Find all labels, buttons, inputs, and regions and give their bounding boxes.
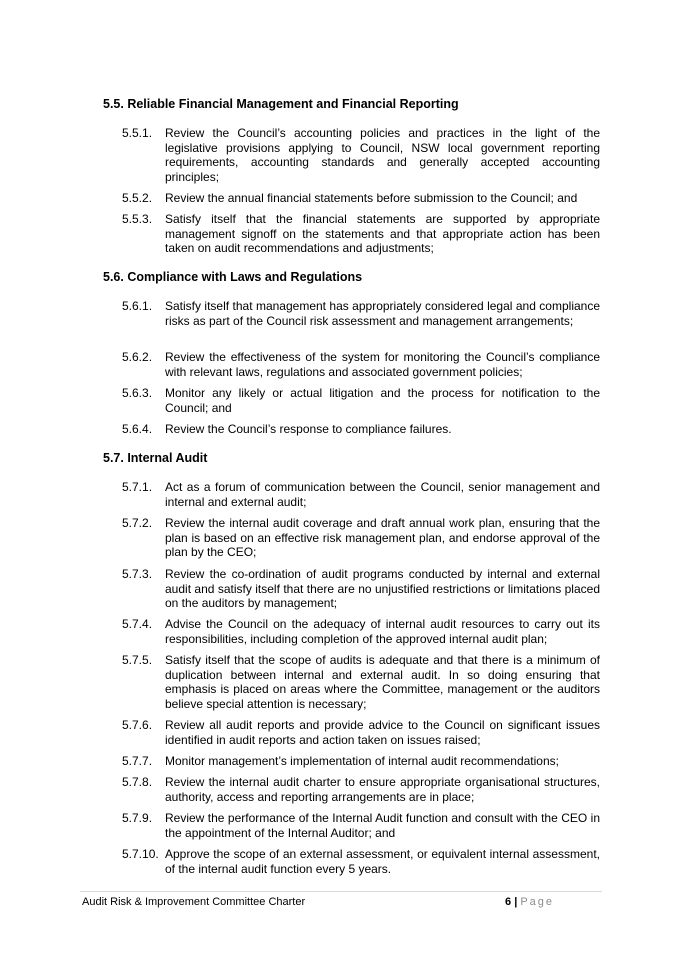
item-number: 5.5.1. — [122, 126, 153, 140]
item-text: Advise the Council on the adequacy of internal audit resources to carry out its responsibilities, including completion of the approved internal audit plan; — [165, 617, 600, 646]
item-number: 5.7.7. — [122, 754, 153, 768]
section-heading-5-7: 5.7. Internal Audit — [103, 451, 208, 465]
item-text: Review the effectiveness of the system for monitoring the Council’s compliance with relevant laws, regulations and associated government policies; — [165, 350, 600, 379]
list-item — [122, 617, 600, 646]
list-item — [122, 567, 600, 611]
item-text: Satisfy itself that management has appropriately considered legal and compliance risks as part of the Council risk assessment and management arrangements; — [165, 299, 600, 328]
item-text: Review the co-ordination of audit programs conducted by internal and external audit and satisfy itself that there are no unjustified restrictions or limitations placed on the auditors by management; — [165, 567, 600, 611]
item-number: 5.7.3. — [122, 567, 153, 581]
list-item — [122, 126, 600, 184]
item-text: Review the internal audit coverage and draft annual work plan, ensuring that the plan is based on an effective risk management plan, and endorse approval of the plan by the CEO; — [165, 516, 600, 560]
item-number: 5.7.10. — [122, 847, 159, 861]
page-number: 6 — [505, 896, 512, 908]
list-item — [122, 191, 600, 206]
item-number: 5.7.8. — [122, 775, 153, 789]
list-item — [122, 516, 600, 560]
list-item — [122, 653, 600, 711]
item-text: Monitor any likely or actual litigation and the process for notification to the Council; and — [165, 386, 600, 415]
item-number: 5.7.6. — [122, 718, 153, 732]
item-number: 5.6.3. — [122, 386, 153, 400]
item-number: 5.7.4. — [122, 617, 153, 631]
item-text: Act as a forum of communication between the Council, senior management and internal and external audit; — [165, 480, 600, 509]
list-item — [122, 299, 600, 328]
item-text: Review the annual financial statements before submission to the Council; and — [165, 191, 578, 205]
list-item — [122, 811, 600, 840]
list-item — [122, 847, 600, 876]
list-item — [122, 350, 600, 379]
footer-document-title: Audit Risk & Improvement Committee Charter — [82, 896, 306, 908]
item-text: Approve the scope of an external assessment, or equivalent internal assessment, of the internal audit function every 5 years. — [165, 847, 600, 876]
section-heading-5-6: 5.6. Compliance with Laws and Regulations — [103, 270, 363, 284]
item-text: Review the Council’s accounting policies and practices in the light of the legislative provisions applying to Council, NSW local government reporting requirements, accounting standards and generally accepted accounting principles; — [165, 126, 600, 184]
item-text: Review the internal audit charter to ensure appropriate organisational structures, authority, access and reporting arrangements are in place; — [165, 775, 600, 804]
item-number: 5.5.3. — [122, 212, 153, 226]
item-number: 5.6.2. — [122, 350, 153, 364]
list-item — [122, 480, 600, 509]
item-text: Review all audit reports and provide advice to the Council on significant issues identified in audit reports and action taken on issues raised; — [165, 718, 600, 747]
item-number: 5.6.4. — [122, 422, 153, 436]
footer-page-indicator — [505, 896, 554, 909]
item-number: 5.7.2. — [122, 516, 153, 530]
item-text: Satisfy itself that the scope of audits is adequate and that there is a minimum of duplication between internal and external audit. In so doing ensuring that emphasis is placed on areas where the Committee, management or the auditors believe special attention is necessary; — [165, 653, 600, 711]
section-heading-5-5: 5.5. Reliable Financial Management and Financial Reporting — [103, 97, 459, 111]
footer-divider — [80, 891, 602, 892]
item-number: 5.6.1. — [122, 299, 153, 313]
page-label: Page — [520, 896, 555, 908]
list-item — [122, 386, 600, 415]
list-item — [122, 754, 600, 769]
item-text: Review the performance of the Internal Audit function and consult with the CEO in the appointment of the Internal Auditor; and — [165, 811, 600, 840]
item-text: Satisfy itself that the financial statements are supported by appropriate management signoff on the statements and that appropriate action has been taken on audit recommendations and adjustments; — [165, 212, 600, 256]
item-text: Monitor management’s implementation of internal audit recommendations; — [165, 754, 559, 768]
list-item — [122, 422, 600, 437]
page-separator: | — [514, 896, 518, 908]
list-item — [122, 775, 600, 804]
item-number: 5.5.2. — [122, 191, 153, 205]
list-item — [122, 718, 600, 747]
item-number: 5.7.1. — [122, 480, 153, 494]
list-item — [122, 212, 600, 256]
item-number: 5.7.9. — [122, 811, 153, 825]
item-number: 5.7.5. — [122, 653, 153, 667]
item-text: Review the Council’s response to compliance failures. — [165, 422, 452, 436]
